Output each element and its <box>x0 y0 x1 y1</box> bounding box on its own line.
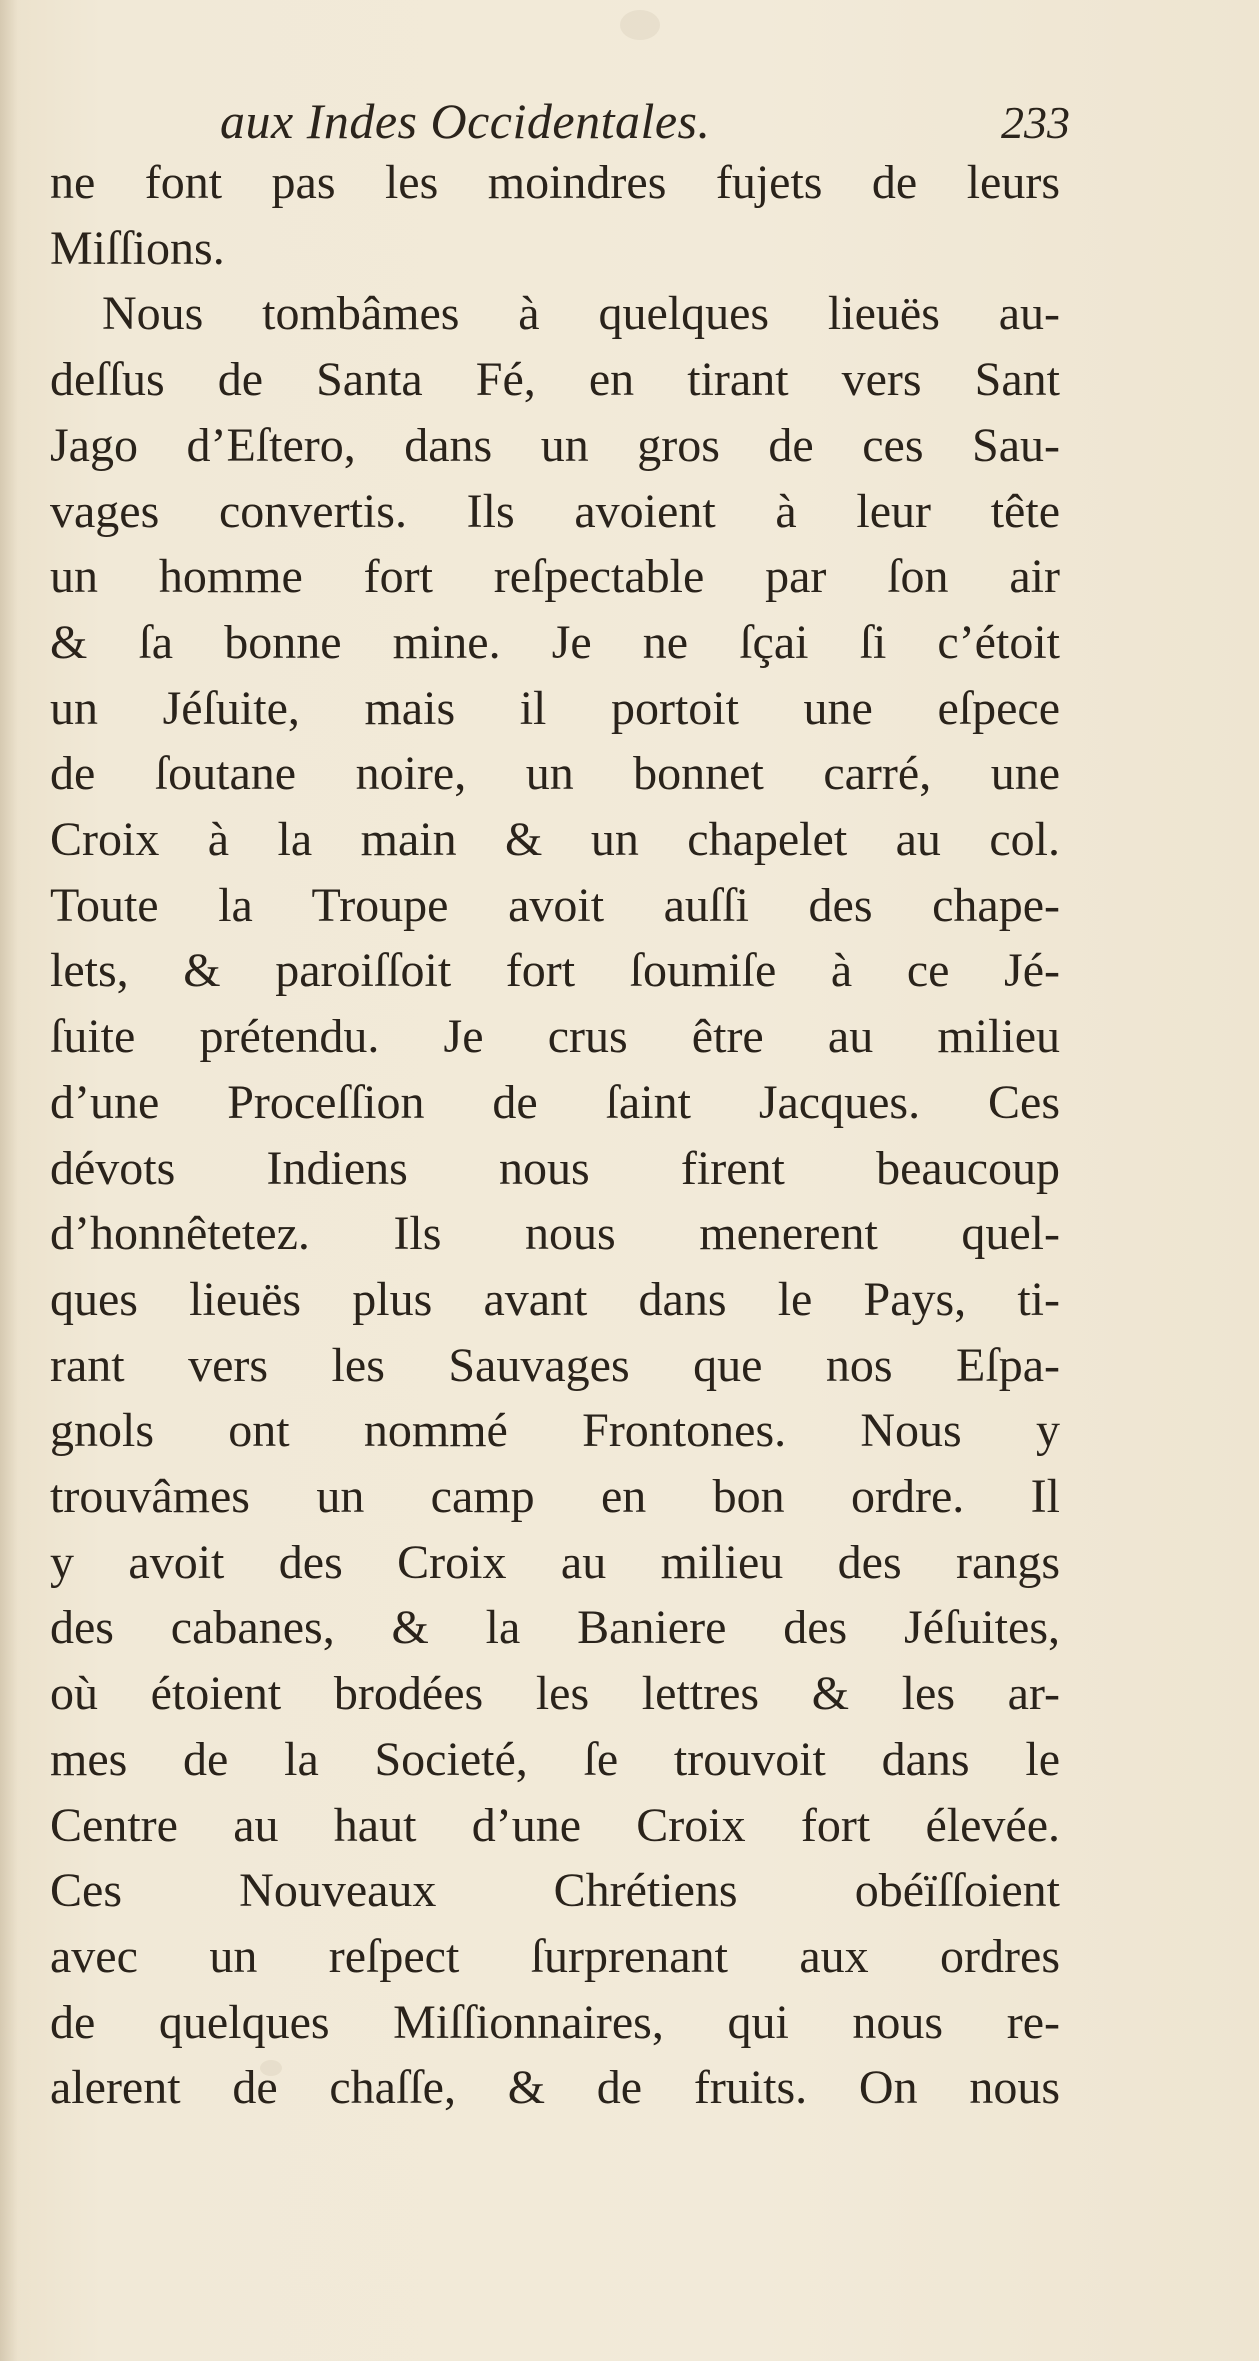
page-edge-shadow <box>0 0 18 2361</box>
text-line: Toute la Troupe avoit auſſi des chape- <box>50 878 1060 932</box>
text-line: alerent de chaſſe, & de fruits. On nous <box>50 2061 1060 2115</box>
text-line: Nous tombâmes à quelques lieuës au- <box>102 287 1060 341</box>
text-line: y avoit des Croix au milieu des rangs <box>50 1535 1060 1589</box>
text-line: ne font pas les moindres fujets de leurs <box>50 156 1060 209</box>
text-line: vages convertis. Ils avoient à leur tête <box>50 484 1060 538</box>
text-line: mes de la Societé, ſe trouvoit dans le <box>50 1732 1060 1786</box>
text-line: de quelques Miſſionnaires, qui nous re- <box>50 1995 1060 2049</box>
text-line: avec un reſpect ſurprenant aux ordres <box>50 1929 1060 1983</box>
text-line: un Jéſuite, mais il portoit une eſpece <box>50 681 1060 735</box>
text-line: Jago d’Eſtero, dans un gros de ces Sau- <box>50 418 1060 472</box>
running-head: aux Indes Occidentales. <box>220 93 711 149</box>
text-line: de ſoutane noire, un bonnet carré, une <box>50 747 1060 801</box>
text-line: Centre au haut d’une Croix fort élevée. <box>50 1798 1060 1852</box>
text-line: & ſa bonne mine. Je ne ſçai ſi c’étoit <box>50 615 1060 669</box>
text-line: lets, & paroiſſoit fort ſoumiſe à ce Jé- <box>50 944 1060 998</box>
text-line: d’honnêtetez. Ils nous menerent quel- <box>50 1207 1060 1261</box>
page-number: 233 <box>1001 97 1070 148</box>
paper-stain <box>620 10 660 40</box>
body-text <box>50 150 1060 2121</box>
text-line: ques lieuës plus avant dans le Pays, ti- <box>50 1272 1060 1326</box>
text-line: gnols ont nommé Frontones. Nous y <box>50 1404 1060 1458</box>
text-line: Ces Nouveaux Chrétiens obéïſſoient <box>50 1864 1060 1918</box>
text-line: ſuite prétendu. Je crus être au milieu <box>50 1010 1060 1064</box>
text-line: d’une Proceſſion de ſaint Jacques. Ces <box>50 1075 1060 1129</box>
text-line: dévots Indiens nous firent beaucoup <box>50 1141 1060 1195</box>
text-line: deſſus de Santa Fé, en tirant vers Sant <box>50 353 1060 407</box>
text-line: un homme fort reſpectable par ſon air <box>50 550 1060 604</box>
text-line: rant vers les Sauvages que nos Eſpa- <box>50 1338 1060 1392</box>
text-line: où étoient brodées les lettres & les ar- <box>50 1667 1060 1721</box>
text-line: Miſſions. <box>50 221 225 275</box>
text-line: des cabanes, & la Baniere des Jéſuites, <box>50 1601 1060 1655</box>
text-line: Croix à la main & un chapelet au col. <box>50 813 1060 867</box>
text-line: trouvâmes un camp en bon ordre. Il <box>50 1470 1060 1524</box>
